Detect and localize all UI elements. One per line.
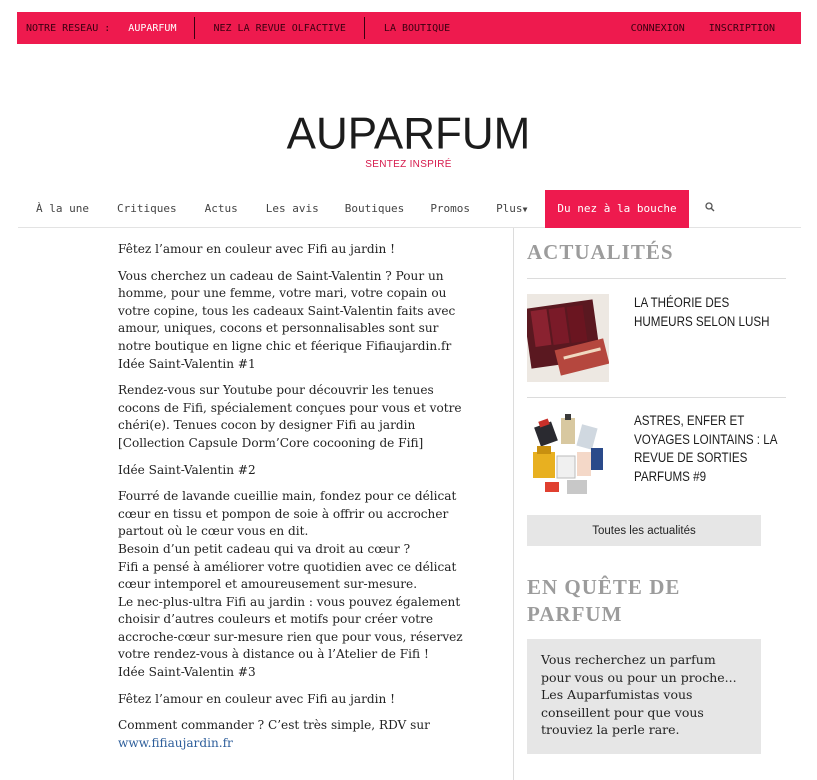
news-thumbnail[interactable] [527, 412, 609, 500]
news-title[interactable]: LA THÉORIE DES HUMEURS SELON LUSH [634, 295, 770, 329]
divider [527, 278, 786, 279]
article-paragraph: Fêtez l’amour en couleur avec Fifi au jardin ! [118, 242, 395, 256]
logo-au: AU [286, 108, 348, 159]
nav-plus-label: Plus [496, 202, 523, 215]
article-text: Vous cherchez un cadeau de Saint-Valentin ? Pour un homme, pour une femme, votre mari, votre copain ou votre copine, tous les cadeaux Saint-Valentin faits avec amour, uniques, cocons et personnalisables sont sur notre boutique en ligne chic et féerique Fifiaujardin.fr [118, 268, 456, 353]
quest-box[interactable]: Vous recherchez un parfum pour vous ou pour un proche... Les Auparfumistas vous conseillent pour que vous trouviez la perle rare. [527, 639, 761, 754]
network-link-boutique[interactable]: LA BOUTIQUE [383, 22, 451, 34]
network-bar [17, 12, 801, 44]
article-text: Besoin d’un petit cadeau qui va droit au cœur ? [118, 541, 411, 556]
search-icon[interactable] [705, 202, 715, 215]
article-text: Le nec-plus-ultra Fifi au jardin : vous pouvez également choisir d’autres couleurs et motifs pour créer votre accroche-cœur sur-mesure rien que pour vous, réservez votre rendez-vous à distance ou à l’Atelier de Fifi ! [118, 594, 463, 662]
caret-down-icon: ▼ [522, 205, 528, 214]
nav-item-actus[interactable]: Actus [204, 202, 238, 215]
nav-item-boutiques[interactable]: Boutiques [344, 202, 405, 215]
quest-section-title: EN QUÊTE DE PARFUM [527, 575, 681, 626]
nav-item-critiques[interactable]: Critiques [116, 202, 177, 215]
site-tagline: SENTEZ INSPIRÉ [365, 159, 452, 170]
network-link-auparfum[interactable]: AUPARFUM [128, 22, 177, 34]
login-link[interactable]: CONNEXION [630, 22, 685, 34]
article-text: Fourré de lavande cueillie main, fondez pour ce délicat cœur en tissu et pompon de soie à offrir ou accrocher partout où le cœur vous en dit. [118, 489, 457, 539]
logo-parfum: PARFUM [347, 108, 531, 159]
news-section-title: ACTUALITÉS [527, 240, 674, 264]
article-paragraph [118, 488, 468, 682]
article-paragraph: Rendez-vous sur Youtube pour découvrir les tenues cocons de Fifi, spécialement conçues pour vous et votre chéri(e). Tenues cocon by designer Fifi au jardin [Collection Capsule Dorm’Core cocooning de Fifi] [118, 383, 462, 450]
nav-cta-du-nez-a-la-bouche[interactable]: Du nez à la bouche [545, 190, 688, 228]
network-link-nez[interactable]: NEZ LA REVUE OLFACTIVE [213, 22, 346, 34]
article-paragraph: Fêtez l’amour en couleur avec Fifi au jardin ! [118, 691, 395, 706]
signup-link[interactable]: INSCRIPTION [708, 22, 775, 34]
article-text: Fifi a pensé à améliorer votre quotidien avec ce délicat cœur intemporel et amoureusement sur-mesure. [118, 559, 457, 592]
divider [527, 397, 786, 398]
article-text: Idée Saint-Valentin #3 [118, 665, 256, 680]
nav-item-a-la-une[interactable]: À la une [36, 202, 89, 215]
news-title[interactable]: ASTRES, ENFER ET VOYAGES LOINTAINS : LA REVUE DE SORTIES PARFUMS #9 [634, 413, 777, 484]
fifiaujardin-link[interactable]: www.fifiaujardin.fr [118, 735, 233, 750]
column-divider [513, 228, 514, 780]
network-label: NOTRE RESEAU : [26, 22, 111, 34]
article-paragraph [118, 268, 468, 374]
article-text: Idée Saint-Valentin #1 [118, 356, 256, 371]
main-nav [18, 190, 801, 228]
news-thumbnail[interactable] [527, 294, 609, 382]
article-paragraph [118, 717, 468, 752]
article-body [118, 241, 468, 761]
article-text: Comment commander ? C’est très simple, RDV sur [118, 718, 430, 733]
nav-item-promos[interactable]: Promos [430, 202, 471, 215]
nav-item-plus[interactable] [496, 202, 527, 215]
news-item[interactable] [527, 294, 786, 386]
all-news-button[interactable]: Toutes les actualités [527, 515, 761, 546]
article-paragraph: Idée Saint-Valentin #2 [118, 462, 256, 477]
site-logo[interactable] [0, 110, 817, 158]
nav-item-les-avis[interactable]: Les avis [265, 202, 319, 215]
news-item[interactable] [527, 412, 786, 504]
